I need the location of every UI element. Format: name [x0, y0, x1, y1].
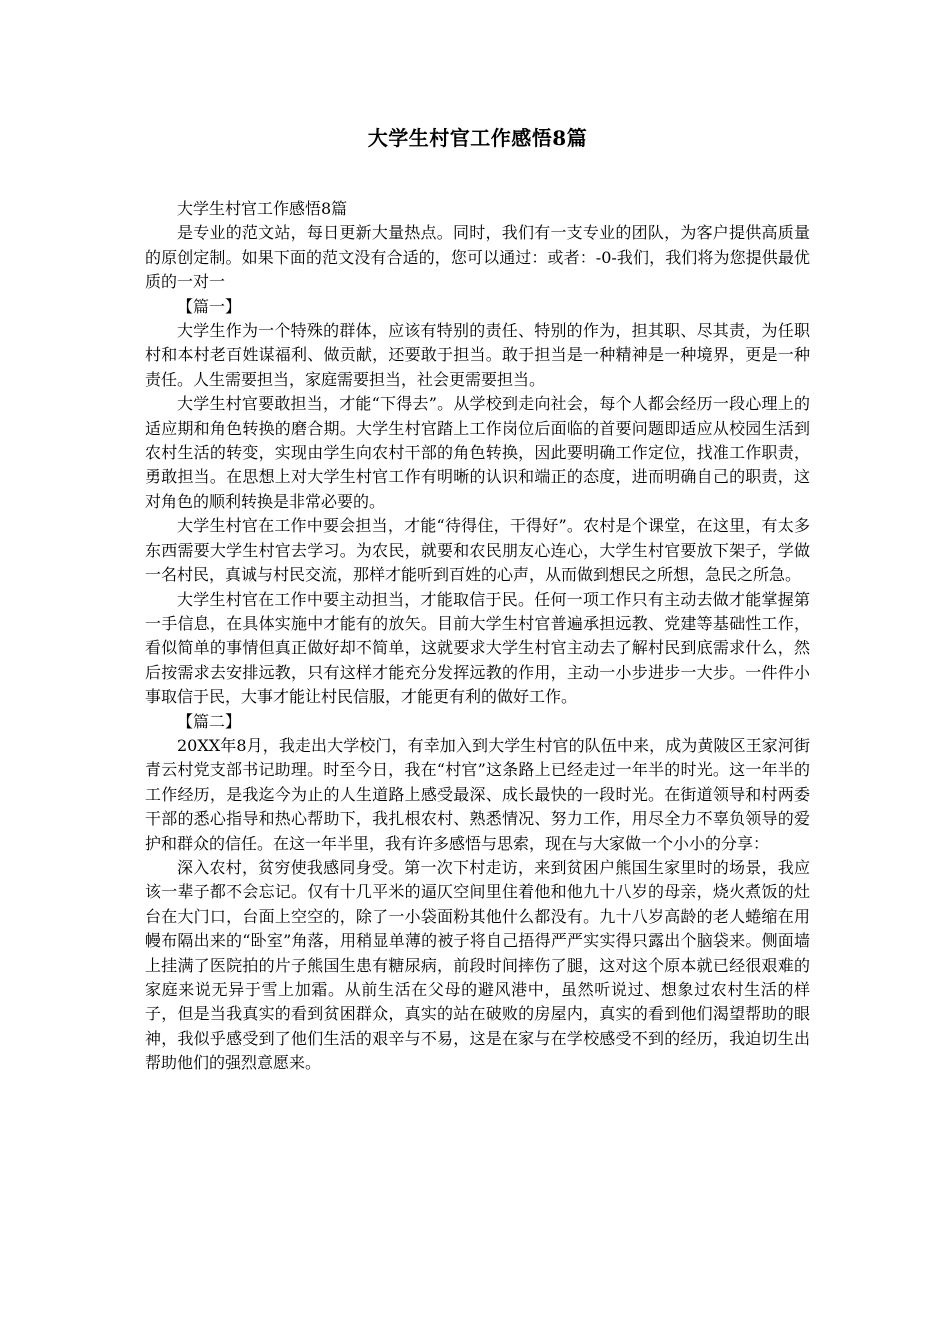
section-heading-1: 【篇一】 [177, 296, 242, 316]
section-heading-2: 【篇二】 [177, 711, 242, 731]
body-paragraph: 大学生村官在工作中要主动担当，才能取信于民。任何一项工作只有主动去做才能掌握第一手信息，在具体实施中才能有的放矢。目前大学生村官普遍承担远教、党建等基础性工作，看似简单的事情但真正做好却不简单，这就要求大学生村官主动去了解村民到底需求什么，然后按需求去安排远教，只有这样才能充分发挥远教的作用，主动一小步进步一大步。一件件小事取信于民，大事才能让村民信服，才能更有利的做好工作。 [145, 589, 810, 707]
body-paragraph: 20XX年8月，我走出大学校门，有幸加入到大学生村官的队伍中来，成为黄陂区王家河街青云村党支部书记助理。时至今日，我在“村官”这条路上已经走过一年半的时光。这一年半的工作经历，是我迄今为止的人生道路上感受最深、成长最快的一段时光。在街道领导和村两委干部的悉心指导和热心帮助下，我扎根农村、熟悉情况、努力工作，用尽全力不辜负领导的爱护和群众的信任。在这一年半里，我有许多感悟与思索，现在与大家做一个小小的分享： [145, 735, 810, 853]
document-page [145, 0, 810, 1076]
intro-paragraph: 是专业的范文站，每日更新大量热点。同时，我们有一支专业的团队，为客户提供高质量的原创定制。如果下面的范文没有合适的，您可以通过：或者：-0-我们，我们将为您提供最优质的一对一 [145, 223, 810, 292]
body-paragraph: 大学生村官在工作中要会担当，才能“待得住，干得好”。农村是个课堂，在这里，有太多东西需要大学生村官去学习。为农民，就要和农民朋友心连心，大学生村官要放下架子，学做一名村民，真诚与村民交流，那样才能听到百姓的心声，从而做到想民之所想，急民之所急。 [145, 516, 810, 585]
intro-title-paragraph: 大学生村官工作感悟8篇 [177, 199, 348, 218]
body-paragraph: 大学生作为一个特殊的群体，应该有特别的责任、特别的作为，担其职、尽其责，为任职村和本村老百姓谋福利、做贡献，还要敢于担当。敢于担当是一种精神是一种境界，更是一种责任。人生需要担当，家庭需要担当，社会更需要担当。 [145, 321, 810, 389]
body-paragraph: 深入农村，贫穷使我感同身受。第一次下村走访，来到贫困户熊国生家里时的场景，我应该一辈子都不会忘记。仅有十几平米的逼仄空间里住着他和他九十八岁的母亲，烧火煮饭的灶台在大门口，台面上空空的，除了一小袋面粉其他什么都没有。九十八岁高龄的老人蜷缩在用幔布隔出来的“卧室”角落，用稍显单薄的被子将自己捂得严严实实得只露出个脑袋来。侧面墙上挂满了医院拍的片子熊国生患有糖尿病，前段时间摔伤了腿，这对这个原本就已经很艰难的家庭来说无异于雪上加霜。从前生活在父母的避风港中，虽然听说过、想象过农村生活的样子，但是当我真实的看到贫困群众，真实的站在破败的房屋内，真实的看到他们渴望帮助的眼神，我似乎感受到了他们生活的艰辛与不易，这是在家与在学校感受不到的经历，我迫切生出帮助他们的强烈意愿来。 [145, 857, 810, 1073]
document-body [145, 197, 810, 1076]
body-paragraph: 大学生村官要敢担当，才能“下得去”。从学校到走向社会，每个人都会经历一段心理上的适应期和角色转换的磨合期。大学生村官踏上工作岗位后面临的首要问题即适应从校园生活到农村生活的转变，实现由学生向农村干部的角色转换，因此要明确工作定位，找准工作职责，勇敢担当。在思想上对大学生村官工作有明晰的认识和端正的态度，进而明确自己的职责，这对角色的顺利转换是非常必要的。 [145, 394, 810, 511]
document-title: 大学生村官工作感悟8篇 [367, 126, 588, 150]
